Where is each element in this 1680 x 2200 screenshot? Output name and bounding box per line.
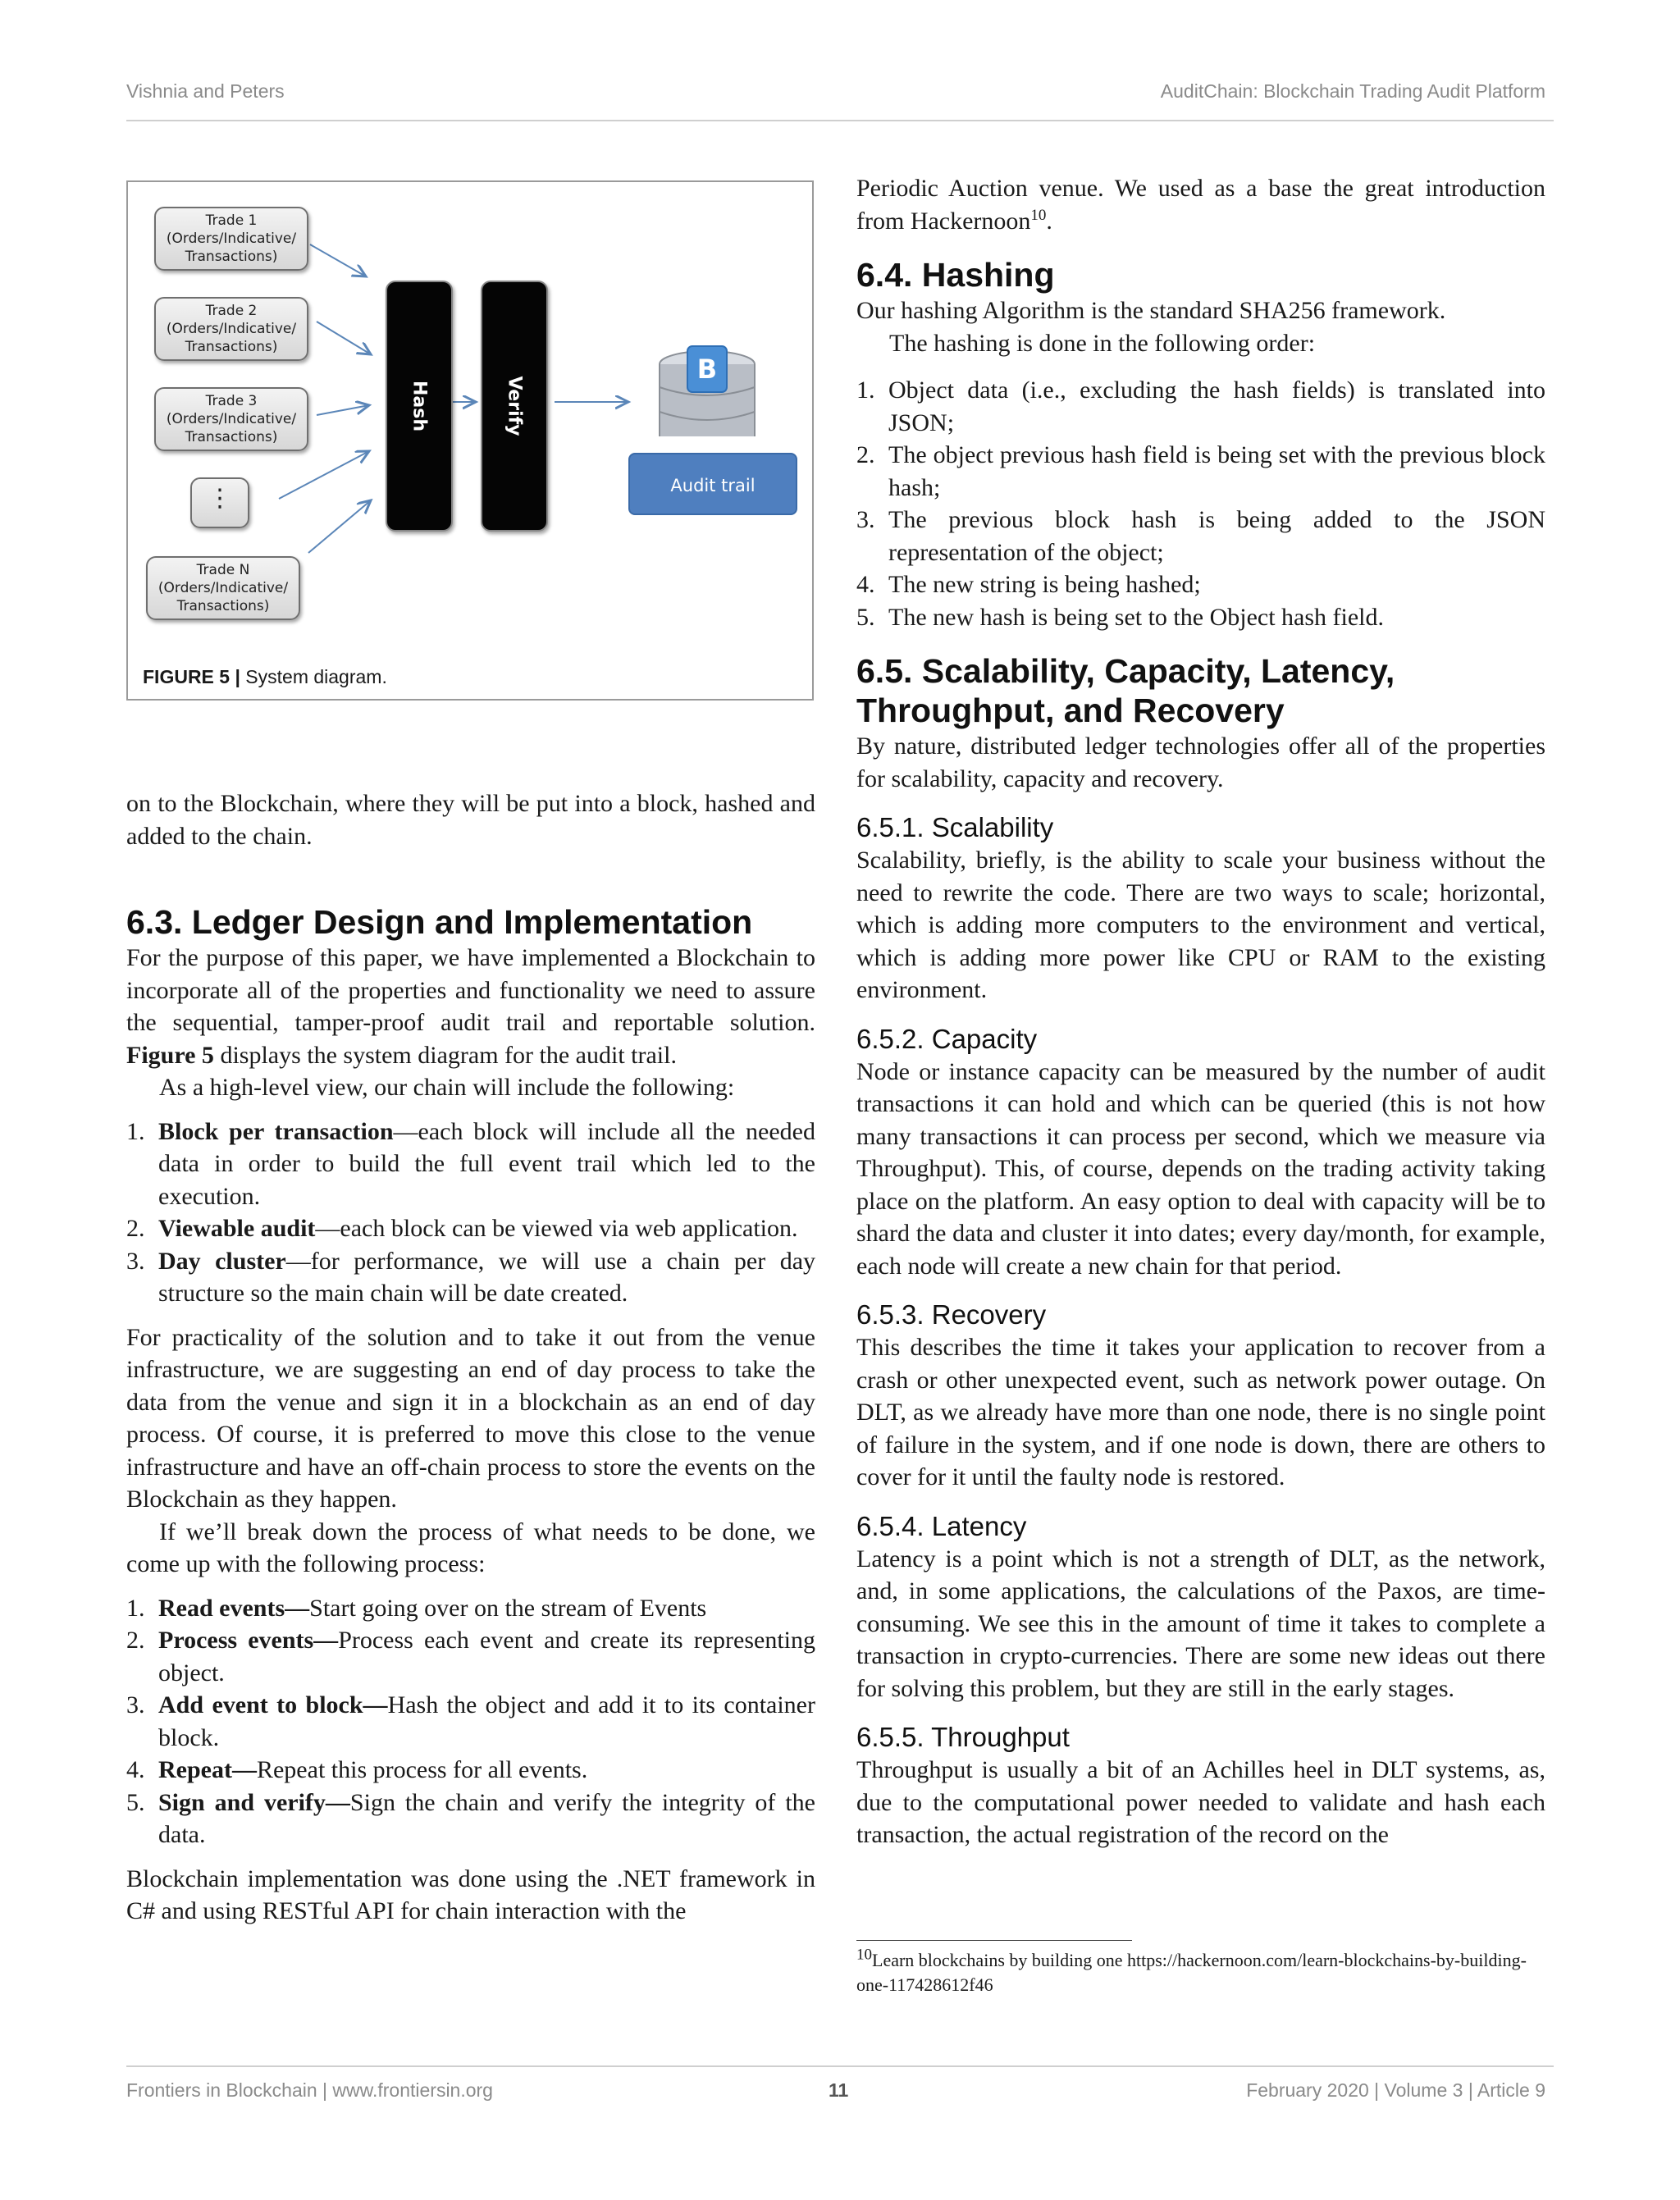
trade-1-sub1: (Orders/Indicative/	[166, 230, 297, 247]
trade-2-sub2: Transactions)	[185, 339, 278, 355]
footer-issue: February 2020 | Volume 3 | Article 9	[1246, 2079, 1545, 2101]
section-6-3-paragraph-1: For the purpose of this paper, we have implemented a Blockchain to incorporate all of the properties and functionality we need to assure the sequential, tamper-proof audit trail and reportable solution. Figure 5 displays the system diagram for the audit trail.	[126, 944, 815, 1069]
section-6-5-4-heading: 6.5.4. Latency	[856, 1510, 1027, 1541]
section-6-3-paragraph-2: As a high-level view, our chain will include the following:	[159, 1074, 735, 1101]
section-6-3-paragraph-5: Blockchain implementation was done using the .NET framework in C# and using RESTful API for chain interaction with the	[126, 1865, 815, 1924]
section-6-5-4-paragraph: Latency is a point which is not a strength of DLT, as the network, and, in some applications, the calculations of the Paxos, are time-consuming. We see this in the amount of time it takes to complete a transaction in crypto-currencies. There are some new ideas out there for solving this problem, but they are still in the early stages.	[856, 1545, 1545, 1702]
list-item: 2. Process events—Process each event and create its representing object.	[126, 1627, 815, 1687]
section-6-5-3-heading: 6.5.3. Recovery	[856, 1299, 1047, 1330]
section-6-5-1-paragraph: Scalability, briefly, is the ability to scale your business without the need to rewrite the code. There are two ways to scale; horizontal, which is adding more computers to the environment and vertical, which is adding more power like CPU or RAM to the existing environment.	[856, 847, 1545, 1003]
trade-n-sub1: (Orders/Indicative/	[158, 580, 289, 596]
ellipsis-glyph: ⋮	[208, 484, 232, 513]
list-item: 3. Day cluster—for performance, we will use a chain per day structure so the main chain will be date created.	[126, 1247, 816, 1307]
section-6-5-2-paragraph: Node or instance capacity can be measured by the number of audit transactions it can hold and which can be queried (this is not how many transactions it can process per second, which we measure via Throughput). This, of course, depends on the trading activity taking place on the platform. An easy option to deal with capacity will be to shard the data and cluster it into dates; every day/month, for example, each node will create a new chain for that period.	[856, 1057, 1545, 1280]
right-continuation-paragraph: Periodic Auction venue. We used as a base the great introduction from Hackernoon$^{10}$.	[856, 175, 1545, 235]
ellipsis-box	[190, 477, 249, 528]
database-glyph: B	[696, 354, 718, 385]
footnote-number: 10	[856, 1946, 872, 1964]
hashing-order-list	[856, 374, 1545, 633]
list-item: 3. The previous block hash is being added to the JSON representation of the object;	[856, 506, 1545, 566]
trade-n-title: Trade N	[196, 562, 250, 578]
arrow-trade2	[317, 322, 371, 354]
verify-label: Verify	[504, 376, 525, 436]
arrow-tradeN	[308, 500, 371, 553]
figure-caption	[143, 666, 387, 688]
trade-1-title: Trade 1	[205, 212, 258, 229]
list-item: 4. Repeat—Repeat this process for all events.	[126, 1756, 588, 1783]
audit-trail-box: Audit trail	[628, 453, 797, 515]
footer-rule	[126, 2065, 1554, 2067]
footer-journal: Frontiers in Blockchain | www.frontiersin.org	[126, 2079, 493, 2101]
trade-3-title: Trade 3	[205, 393, 258, 409]
section-6-4-heading: 6.4. Hashing	[856, 256, 1055, 294]
trade-1-box	[154, 207, 308, 271]
list-item: 3. Add event to block—Hash the object and add it to its container block.	[126, 1691, 815, 1751]
trade-2-sub1: (Orders/Indicative/	[166, 321, 297, 337]
header-rule	[126, 120, 1554, 121]
arrow-trade1	[310, 244, 366, 276]
list-item: 2. The object previous hash field is being set with the previous block hash;	[856, 441, 1545, 501]
list-item: 5. The new hash is being set to the Object hash field.	[856, 603, 1385, 631]
running-header-authors: Vishnia and Peters	[126, 80, 285, 102]
section-6-3-paragraph-3: For practicality of the solution and to take it out from the venue infrastructure, we are suggesting an end of day process to take the data from the venue and sign it in a blockchain as an end of day process. Of course, it is preferred to move this close to the venue infrastructure and have an off-chain process to store the events on the Blockchain as they happen.	[126, 1323, 815, 1513]
section-6-5-1-heading: 6.5.1. Scalability	[856, 812, 1054, 842]
figure-caption-text: System diagram.	[240, 666, 387, 687]
section-6-5-5-heading: 6.5.5. Throughput	[856, 1722, 1070, 1752]
list-item: 4. The new string is being hashed;	[856, 571, 1201, 598]
hash-block	[386, 281, 453, 532]
list-item: 2. Viewable audit—each block can be viewed via web application.	[126, 1215, 798, 1242]
page-number: 11	[829, 2079, 849, 2101]
running-header-title: AuditChain: Blockchain Trading Audit Platform	[1160, 80, 1545, 102]
trade-2-box	[154, 297, 308, 361]
verify-block	[481, 281, 548, 532]
process-steps-list	[126, 1592, 815, 1851]
arrow-ellipsis	[279, 451, 369, 499]
chain-features-list	[126, 1116, 815, 1310]
footnote-ref-10: 10	[1030, 206, 1047, 224]
footnote-10	[856, 1948, 1545, 1997]
list-item: 5. Sign and verify—Sign the chain and verify the integrity of the data.	[126, 1788, 815, 1848]
figure-caption-label: FIGURE 5 |	[143, 666, 240, 687]
list-item: 1. Read events—Start going over on the stream of Events	[126, 1594, 707, 1622]
trade-1-sub2: Transactions)	[185, 249, 278, 265]
hash-label: Hash	[409, 380, 430, 432]
section-6-5-heading: 6.5. Scalability, Capacity, Latency, Throughput, and Recovery	[856, 652, 1395, 729]
trade-n-box	[146, 556, 300, 620]
list-item: 1. Object data (i.e., excluding the hash fields) is translated into JSON;	[856, 377, 1545, 436]
section-6-4-paragraph-1: Our hashing Algorithm is the standard SHA256 framework.	[856, 297, 1446, 324]
figure-5-reference: Figure 5	[126, 1041, 214, 1069]
section-6-3-paragraph-4: If we’ll break down the process of what needs to be done, we come up with the following process:	[126, 1518, 815, 1577]
list-item: 1. Block per transaction—each block will include all the needed data in order to build the full event trail which led to the execution.	[126, 1117, 815, 1210]
section-6-4-paragraph-2: The hashing is done in the following order:	[889, 329, 1316, 357]
trade-n-sub2: Transactions)	[176, 598, 270, 614]
trade-2-title: Trade 2	[205, 303, 258, 319]
section-6-3-heading: 6.3. Ledger Design and Implementation	[126, 903, 753, 941]
section-6-5-2-heading: 6.5.2. Capacity	[856, 1023, 1038, 1054]
section-6-5-3-paragraph: This describes the time it takes your application to recover from a crash or other unexpected event, such as network power outage. On DLT, as we already have more than one node, there is no single point of failure in the system, and if one node is down, there are others to cover for it until the faulty node is restored.	[856, 1334, 1545, 1490]
footnote-rule	[856, 1940, 1132, 1941]
footnote-text: Learn blockchains by building one https://hackernoon.com/learn-blockchains-by-building-one-117428612f46	[856, 1950, 1527, 1995]
trade-3-sub2: Transactions)	[185, 429, 278, 445]
figure-5	[126, 180, 814, 701]
section-6-5-paragraph: By nature, distributed ledger technologies offer all of the properties for scalability, capacity and recovery.	[856, 733, 1545, 792]
left-continuation-paragraph: on to the Blockchain, where they will be put into a block, hashed and added to the chain.	[126, 790, 815, 850]
section-6-5-5-paragraph: Throughput is usually a bit of an Achilles heel in DLT systems, as, due to the computational power needed to validate and hash each transaction, the actual registration of the record on the	[856, 1756, 1545, 1848]
trade-3-box	[154, 387, 308, 451]
arrow-trade3	[317, 405, 369, 415]
trade-3-sub1: (Orders/Indicative/	[166, 411, 297, 427]
